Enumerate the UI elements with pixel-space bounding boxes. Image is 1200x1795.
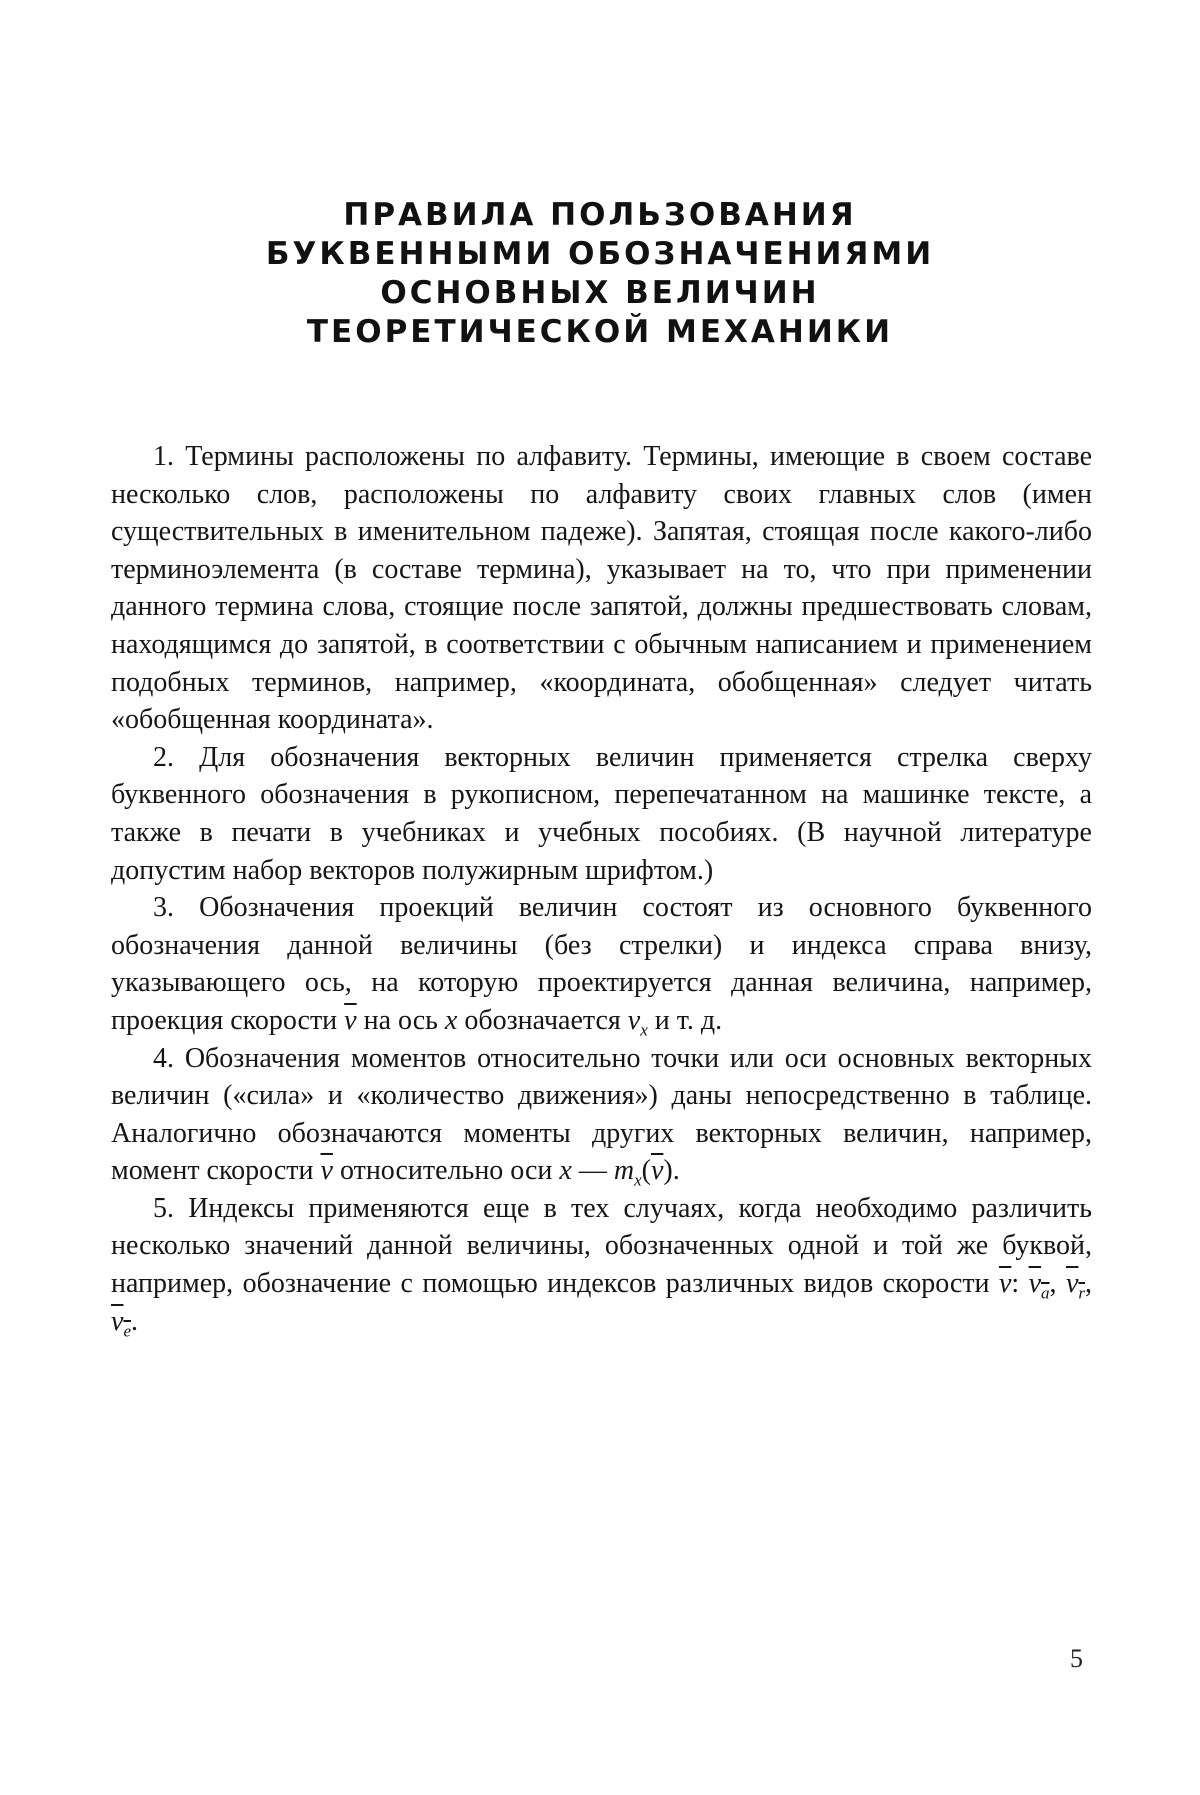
vr-base: v (1065, 1268, 1079, 1300)
moment-base: m (613, 1155, 635, 1187)
paragraph-3-text-a: 3. Обозначения проекций величин состоят из основного буквенного обозначения данной величины (без стрелки) и индекса справа внизу, указывающего ось, на которую проектируется данная величина, например, проекция скорости (111, 892, 1092, 1036)
title-line-2: БУКВЕННЫМИ ОБОЗНАЧЕНИЯМИ (265, 236, 935, 272)
vector-ve-symbol (111, 1305, 131, 1341)
paragraph-5-text-a: 5. Индексы применяются еще в тех случаях, когда необходимо различить несколько значений данной величины, обозначенных одной и той же буквой, например, обозначение с помощью индексов различных видов скорости (111, 1192, 1092, 1300)
projection-subscript: x (640, 1020, 648, 1040)
paragraph-3 (111, 889, 1092, 1039)
page-number: 5 (1070, 1644, 1083, 1673)
vector-v-symbol: $\overline{v}$ (320, 1155, 333, 1187)
period: . (130, 1305, 138, 1337)
vector-v-symbol: $\overline{v}$ (650, 1155, 664, 1187)
paragraph-2: 2. Для обозначения векторных величин применяется стрелка сверху буквенного обозначения в рукописном, перепечатанном на машинке тексте, а также в печати в учебниках и учебных пособиях. (В научной литературе допустим набор векторов полужирным шрифтом.) (111, 741, 1092, 886)
dash: — (571, 1155, 614, 1187)
body-text (111, 438, 1092, 1340)
title-line-3: ОСНОВНЫХ ВЕЛИЧИН (380, 275, 820, 311)
paragraph-4 (111, 1040, 1092, 1190)
va-subscript: a (1041, 1283, 1050, 1303)
axis-x-symbol: x (444, 1004, 458, 1036)
colon: : (1011, 1268, 1029, 1300)
paragraph-3-text-d: и т. д. (647, 1004, 723, 1036)
vector-v-symbol: $\overline{v}$ (344, 1004, 357, 1036)
comma-1: , (1049, 1268, 1066, 1300)
moment-subscript: x (634, 1170, 642, 1190)
projection-symbol (627, 1004, 648, 1040)
moment-symbol (613, 1155, 642, 1190)
ve-subscript: e (123, 1321, 131, 1341)
comma-2: , (1085, 1268, 1093, 1300)
paragraph-3-text-b: на ось (356, 1004, 445, 1036)
ve-base: v (111, 1305, 124, 1337)
paragraph-4-text-b: относительно оси (332, 1155, 560, 1187)
vector-vr-symbol (1065, 1268, 1086, 1303)
right-paren: ). (663, 1155, 680, 1187)
title-line-4: ТЕОРЕТИЧЕСКОЙ МЕХАНИКИ (306, 314, 894, 350)
va-base: v (1028, 1268, 1042, 1300)
left-paren: ( (641, 1155, 651, 1187)
vector-va-symbol (1028, 1268, 1050, 1303)
title-line-1: ПРАВИЛА ПОЛЬЗОВАНИЯ (343, 197, 857, 233)
paragraph-4-text-a: 4. Обозначения моментов относительно точки или оси основных векторных величин («сила» и «количество движения») даны непосредственно в таблице. Аналогично обозначаются моменты других векторных величин, например, момент скорости (111, 1042, 1092, 1187)
vr-subscript: r (1078, 1283, 1086, 1303)
projection-base: v (627, 1004, 641, 1036)
vector-v-symbol: $\overline{v}$ (998, 1268, 1012, 1300)
paragraph-1: 1. Термины расположены по алфавиту. Термины, имеющие в своем составе несколько слов, расположены по алфавиту своих главных слов (имен существительных в именительном падеже). Запятая, стоящая после какого-либо терминоэлемента (в составе термина), указывает на то, что при применении данного термина слова, стоящие после запятой, должны предшествовать словам, находящимся до запятой, в соответствии с обычным написанием и применением подобных терминов, например, «координата, обобщенная» следует читать «обобщенная координата». (111, 441, 1092, 736)
paragraph-3-text-c: обозначается (457, 1004, 628, 1036)
axis-x-symbol: x (559, 1155, 572, 1187)
paragraph-5 (111, 1190, 1092, 1340)
page-title (0, 196, 1200, 352)
